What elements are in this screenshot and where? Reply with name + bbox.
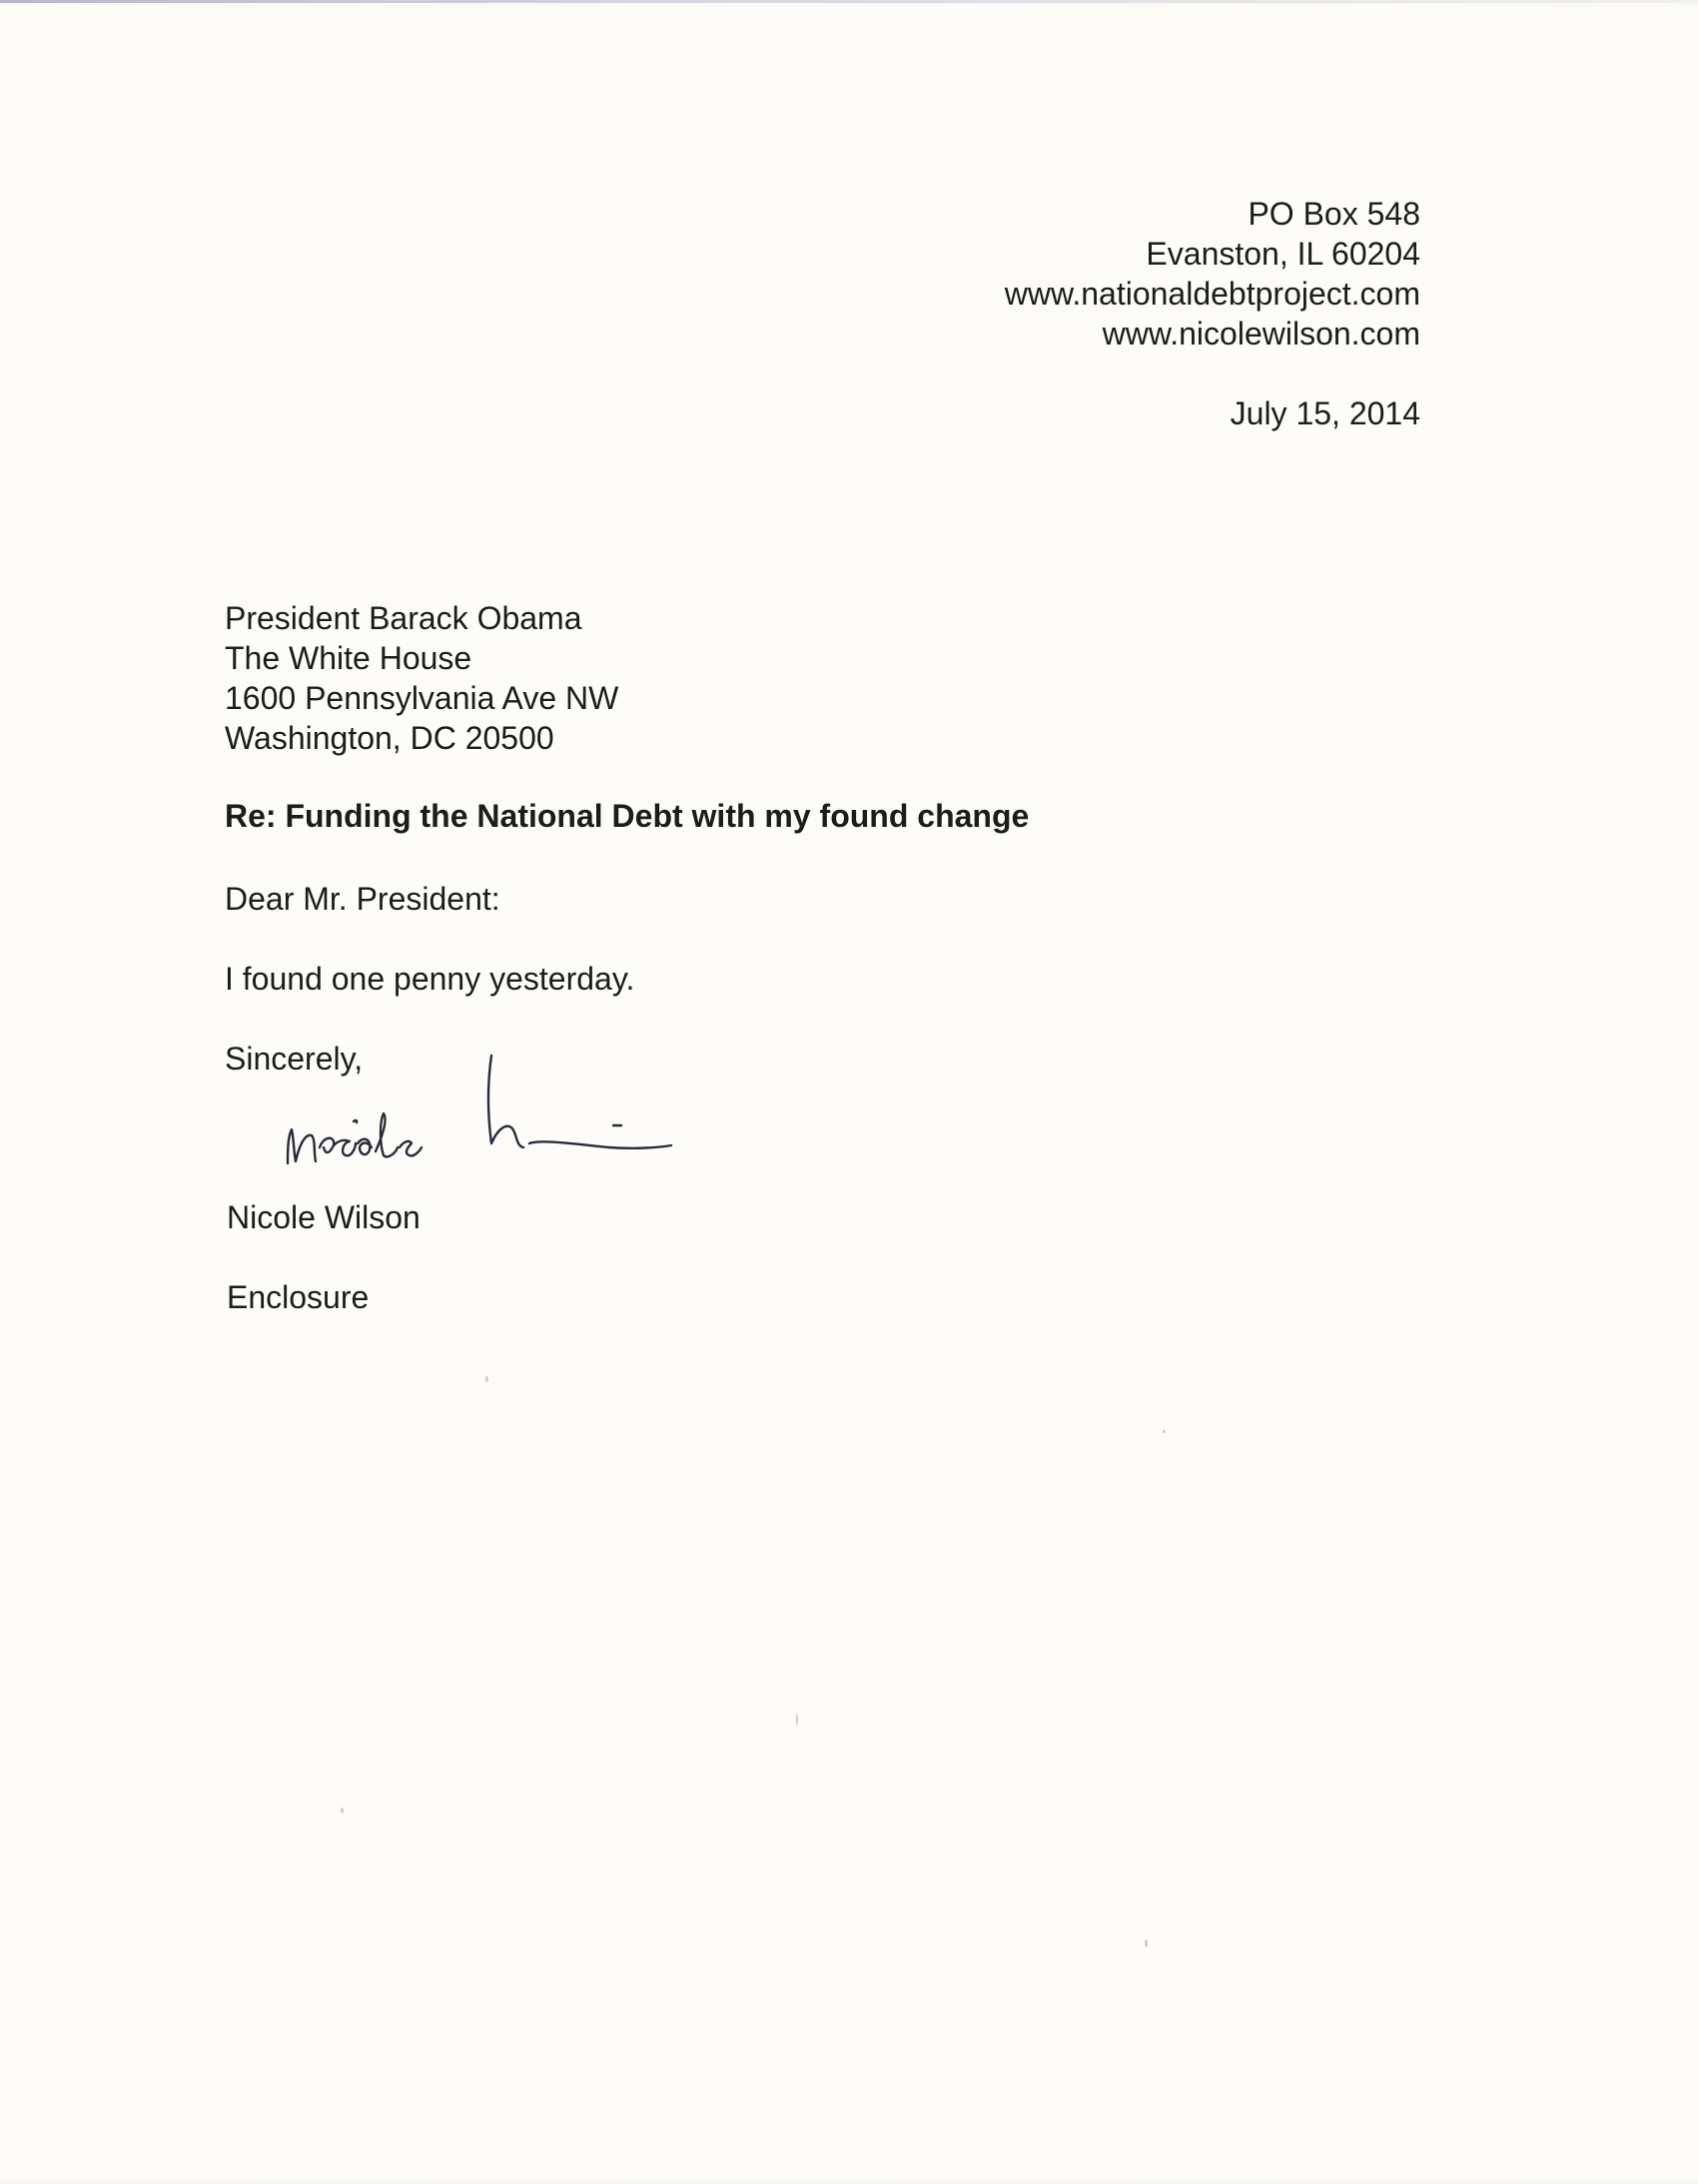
return-address-po-box: PO Box 548	[1248, 196, 1420, 232]
scan-edge	[0, 0, 1698, 3]
recipient-address	[225, 598, 618, 758]
return-address	[1005, 194, 1420, 354]
paper-speck	[485, 1376, 488, 1382]
salutation: Dear Mr. President:	[225, 881, 500, 917]
letter-date: July 15, 2014	[1230, 395, 1420, 431]
recipient-name: President Barack Obama	[225, 600, 582, 636]
recipient-org: The White House	[225, 640, 472, 676]
recipient-city: Washington, DC 20500	[225, 720, 554, 756]
return-address-website-1: www.nationaldebtproject.com	[1004, 276, 1420, 312]
handwritten-signature	[280, 1044, 679, 1173]
recipient-street: 1600 Pennsylvania Ave NW	[225, 680, 619, 716]
paper-speck	[796, 1714, 798, 1726]
paper-speck	[1145, 1939, 1148, 1947]
paper-speck	[1163, 1430, 1166, 1433]
subject-line: Re: Funding the National Debt with my found change	[225, 798, 1030, 834]
return-address-city: Evanston, IL 60204	[1146, 236, 1420, 272]
enclosure-note: Enclosure	[227, 1279, 370, 1315]
signature-strokes	[288, 1056, 671, 1163]
return-address-website-2: www.nicolewilson.com	[1102, 316, 1420, 352]
closing: Sincerely,	[225, 1041, 364, 1077]
paper-speck	[341, 1808, 344, 1814]
letter-body: I found one penny yesterday.	[225, 961, 635, 997]
sender-name: Nicole Wilson	[227, 1199, 421, 1235]
